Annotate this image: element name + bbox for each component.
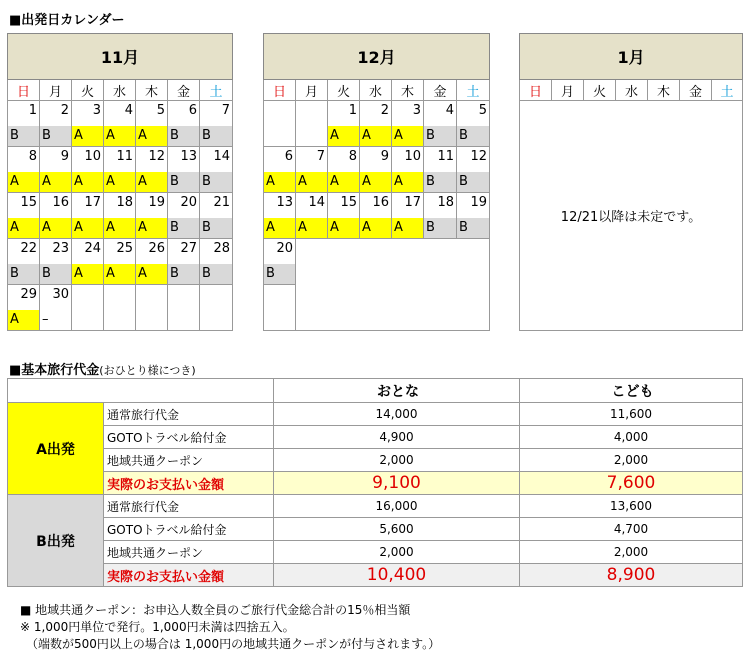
day-cell: [328, 193, 360, 239]
departure-code: A: [72, 218, 103, 238]
day-number: 27: [180, 241, 197, 256]
weekday-tue: 火: [584, 80, 616, 101]
day-cell: [136, 239, 168, 285]
departure-code: A: [296, 218, 327, 238]
day-number: 3: [412, 103, 421, 118]
footnote: （端数が500円以上の場合は 1,000円の地域共通クーポンが付与されます。）: [20, 637, 441, 651]
footnote: ■ 地域共通クーポン：お申込人数全員のご旅行代金総合計の15％相当額: [20, 603, 411, 617]
departure-code: A: [104, 126, 135, 146]
departure-code: A: [360, 172, 391, 192]
calendar-december: [263, 33, 490, 331]
calendar-title: ■出発日カレンダー: [9, 13, 125, 28]
child-price: 4,700: [520, 518, 743, 541]
weekday-sun: 日: [264, 80, 296, 101]
departure-code: A: [392, 218, 423, 238]
day-cell: [8, 147, 40, 193]
day-cell: [40, 101, 72, 147]
departure-code: A: [392, 126, 423, 146]
departure-code: A: [8, 310, 39, 330]
departure-code: A: [264, 172, 295, 192]
empty-day-cell: [104, 285, 136, 331]
day-cell: [264, 147, 296, 193]
day-number: 22: [20, 241, 37, 256]
day-number: 19: [470, 195, 488, 210]
undecided-note: 12/21以降は未定です。: [520, 101, 743, 331]
day-cell: [264, 193, 296, 239]
day-cell: [168, 101, 200, 147]
day-cell: [392, 193, 424, 239]
departure-code: B: [200, 172, 232, 192]
departure-code: A: [296, 172, 327, 192]
total-label: 実際のお支払い金額: [104, 472, 274, 495]
day-number: 25: [116, 241, 133, 256]
weekday-thu: 木: [392, 80, 424, 101]
day-number: 6: [188, 103, 197, 118]
footnotes: [20, 602, 440, 653]
day-number: 2: [60, 103, 69, 118]
day-cell: [40, 193, 72, 239]
departure-code: B: [168, 264, 199, 284]
day-cell: [200, 193, 233, 239]
day-cell: [392, 101, 424, 147]
day-number: 2: [380, 103, 389, 118]
departure-code: A: [104, 172, 135, 192]
day-number: 7: [221, 103, 231, 118]
month-label: 1月: [520, 34, 743, 80]
day-cell: [72, 193, 104, 239]
day-number: 23: [52, 241, 69, 256]
adult-price: 4,900: [274, 426, 520, 449]
day-cell: [424, 147, 457, 193]
departure-code: A: [104, 218, 135, 238]
departure-code: B: [424, 172, 456, 192]
departure-code: A: [8, 218, 39, 238]
departure-code: B: [40, 126, 71, 146]
adult-price: 2,000: [274, 449, 520, 472]
day-number: 3: [92, 103, 101, 118]
day-cell: [168, 239, 200, 285]
departure-code: A: [136, 218, 167, 238]
departure-code: B: [168, 172, 199, 192]
day-cell: [328, 147, 360, 193]
day-number: 18: [116, 195, 133, 210]
departure-code: B: [40, 264, 71, 284]
month-label: 12月: [264, 34, 490, 80]
weekday-wed: 水: [360, 80, 392, 101]
departure-code: A: [40, 218, 71, 238]
empty-day-cell: [264, 285, 296, 331]
day-cell: [296, 147, 328, 193]
weekday-fri: 金: [680, 80, 712, 101]
day-cell: [168, 147, 200, 193]
departure-code: A: [72, 264, 103, 284]
day-number: 12: [148, 149, 165, 164]
day-cell: [457, 101, 490, 147]
day-cell: [360, 193, 392, 239]
day-cell: [457, 147, 490, 193]
day-number: 30: [52, 287, 69, 302]
weekday-sat: 土: [712, 80, 743, 101]
weekday-mon: 月: [40, 80, 72, 101]
calendar-blank-area: [296, 239, 490, 331]
day-number: 17: [404, 195, 421, 210]
total-label: 実際のお支払い金額: [104, 564, 274, 587]
weekday-sun: 日: [8, 80, 40, 101]
departure-code: A: [136, 126, 167, 146]
column-header-adult: おとな: [274, 379, 520, 403]
empty-day-cell: [136, 285, 168, 331]
day-number: 12: [470, 149, 488, 164]
day-cell: [104, 193, 136, 239]
adult-price: 5,600: [274, 518, 520, 541]
departure-code: A: [72, 172, 103, 192]
day-number: 16: [52, 195, 69, 210]
child-price: 4,000: [520, 426, 743, 449]
month-label: 11月: [8, 34, 233, 80]
day-number: 15: [340, 195, 357, 210]
day-number: 4: [445, 103, 454, 118]
day-number: 21: [213, 195, 231, 210]
departure-code: B: [264, 264, 295, 284]
day-number: 1: [28, 103, 37, 118]
departure-code: A: [328, 126, 359, 146]
row-label: 通常旅行代金: [104, 403, 274, 426]
column-header-child: こども: [520, 379, 743, 403]
weekday-thu: 木: [648, 80, 680, 101]
adult-total: 10,400: [274, 564, 520, 587]
empty-day-cell: [168, 285, 200, 331]
day-number: 13: [276, 195, 293, 210]
day-number: 9: [380, 149, 389, 164]
departure-code: –: [40, 310, 71, 330]
day-cell: [136, 101, 168, 147]
departure-code: B: [200, 264, 232, 284]
departure-code: A: [136, 264, 167, 284]
weekday-sat: 土: [457, 80, 490, 101]
day-cell: [457, 193, 490, 239]
day-cell: [360, 147, 392, 193]
weekday-wed: 水: [104, 80, 136, 101]
day-number: 10: [84, 149, 101, 164]
fare-title-text: ■基本旅行代金: [9, 363, 100, 378]
day-cell: [8, 239, 40, 285]
row-label: 地域共通クーポン: [104, 449, 274, 472]
day-cell: [8, 101, 40, 147]
departure-code: A: [40, 172, 71, 192]
day-cell: [392, 147, 424, 193]
adult-price: 2,000: [274, 541, 520, 564]
child-price: 2,000: [520, 449, 743, 472]
row-label: GOTOトラベル給付金: [104, 518, 274, 541]
day-cell: [264, 239, 296, 285]
day-number: 26: [148, 241, 165, 256]
day-number: 15: [20, 195, 37, 210]
empty-day-cell: [200, 285, 233, 331]
day-number: 28: [213, 241, 231, 256]
departure-code: B: [200, 218, 232, 238]
departure-code: B: [8, 126, 39, 146]
weekday-wed: 水: [616, 80, 648, 101]
day-number: 4: [124, 103, 133, 118]
calendar-november: [7, 33, 233, 331]
empty-day-cell: [72, 285, 104, 331]
child-total: 7,600: [520, 472, 743, 495]
day-cell: [8, 193, 40, 239]
day-cell: [8, 285, 40, 331]
child-total: 8,900: [520, 564, 743, 587]
weekday-fri: 金: [424, 80, 457, 101]
child-price: 11,600: [520, 403, 743, 426]
day-cell: [136, 147, 168, 193]
day-cell: [72, 101, 104, 147]
departure-code: B: [424, 126, 456, 146]
day-cell: [296, 193, 328, 239]
departure-code: A: [136, 172, 167, 192]
day-number: 13: [180, 149, 197, 164]
departure-code: B: [457, 218, 489, 238]
empty-day-cell: [296, 101, 328, 147]
row-label: GOTOトラベル給付金: [104, 426, 274, 449]
departure-code: A: [104, 264, 135, 284]
weekday-fri: 金: [168, 80, 200, 101]
departure-code: A: [392, 172, 423, 192]
day-number: 1: [348, 103, 357, 118]
day-number: 9: [60, 149, 69, 164]
day-cell: [40, 285, 72, 331]
day-cell: [200, 147, 233, 193]
adult-total: 9,100: [274, 472, 520, 495]
day-number: 16: [372, 195, 389, 210]
day-number: 11: [116, 149, 133, 164]
departure-code: A: [8, 172, 39, 192]
day-number: 6: [284, 149, 293, 164]
empty-day-cell: [264, 101, 296, 147]
departure-code: A: [264, 218, 295, 238]
day-cell: [328, 101, 360, 147]
day-cell: [104, 239, 136, 285]
day-cell: [424, 101, 457, 147]
day-cell: [40, 239, 72, 285]
day-number: 10: [404, 149, 421, 164]
day-cell: [104, 147, 136, 193]
departure-code: B: [200, 126, 232, 146]
day-cell: [360, 101, 392, 147]
day-cell: [104, 101, 136, 147]
day-cell: [136, 193, 168, 239]
departure-code: A: [328, 172, 359, 192]
child-price: 13,600: [520, 495, 743, 518]
day-cell: [424, 193, 457, 239]
weekday-thu: 木: [136, 80, 168, 101]
day-number: 20: [276, 241, 293, 256]
day-number: 18: [437, 195, 454, 210]
day-number: 7: [316, 149, 325, 164]
weekday-sat: 土: [200, 80, 233, 101]
day-number: 20: [180, 195, 197, 210]
day-number: 17: [84, 195, 101, 210]
departure-code: A: [360, 126, 391, 146]
day-number: 8: [28, 149, 37, 164]
day-number: 8: [348, 149, 357, 164]
day-cell: [72, 239, 104, 285]
group-label-a: A出発: [8, 403, 104, 495]
row-label: 地域共通クーポン: [104, 541, 274, 564]
departure-code: B: [168, 126, 199, 146]
weekday-mon: 月: [552, 80, 584, 101]
adult-price: 16,000: [274, 495, 520, 518]
calendar-january: [519, 33, 743, 331]
day-number: 14: [213, 149, 231, 164]
day-number: 29: [20, 287, 37, 302]
day-cell: [40, 147, 72, 193]
departure-code: B: [168, 218, 199, 238]
day-cell: [200, 239, 233, 285]
departure-code: B: [457, 172, 489, 192]
day-number: 19: [148, 195, 165, 210]
departure-code: A: [72, 126, 103, 146]
group-label-b: B出発: [8, 495, 104, 587]
day-number: 5: [478, 103, 488, 118]
departure-code: B: [424, 218, 456, 238]
fare-title: [9, 359, 196, 378]
weekday-mon: 月: [296, 80, 328, 101]
day-number: 24: [84, 241, 101, 256]
departure-code: B: [8, 264, 39, 284]
day-cell: [72, 147, 104, 193]
footnote: ※ 1,000円単位で発行。1,000円未満は四捨五入。: [20, 620, 295, 634]
day-cell: [200, 101, 233, 147]
fare-table: [7, 378, 743, 587]
departure-code: A: [360, 218, 391, 238]
fare-title-sub: (おひとり様につき): [99, 364, 196, 377]
weekday-tue: 火: [72, 80, 104, 101]
weekday-tue: 火: [328, 80, 360, 101]
child-price: 2,000: [520, 541, 743, 564]
row-label: 通常旅行代金: [104, 495, 274, 518]
day-number: 14: [308, 195, 325, 210]
day-number: 11: [437, 149, 454, 164]
day-number: 5: [156, 103, 165, 118]
fare-header-blank: [8, 379, 274, 403]
adult-price: 14,000: [274, 403, 520, 426]
departure-code: A: [328, 218, 359, 238]
departure-code: B: [457, 126, 489, 146]
day-cell: [168, 193, 200, 239]
weekday-sun: 日: [520, 80, 552, 101]
